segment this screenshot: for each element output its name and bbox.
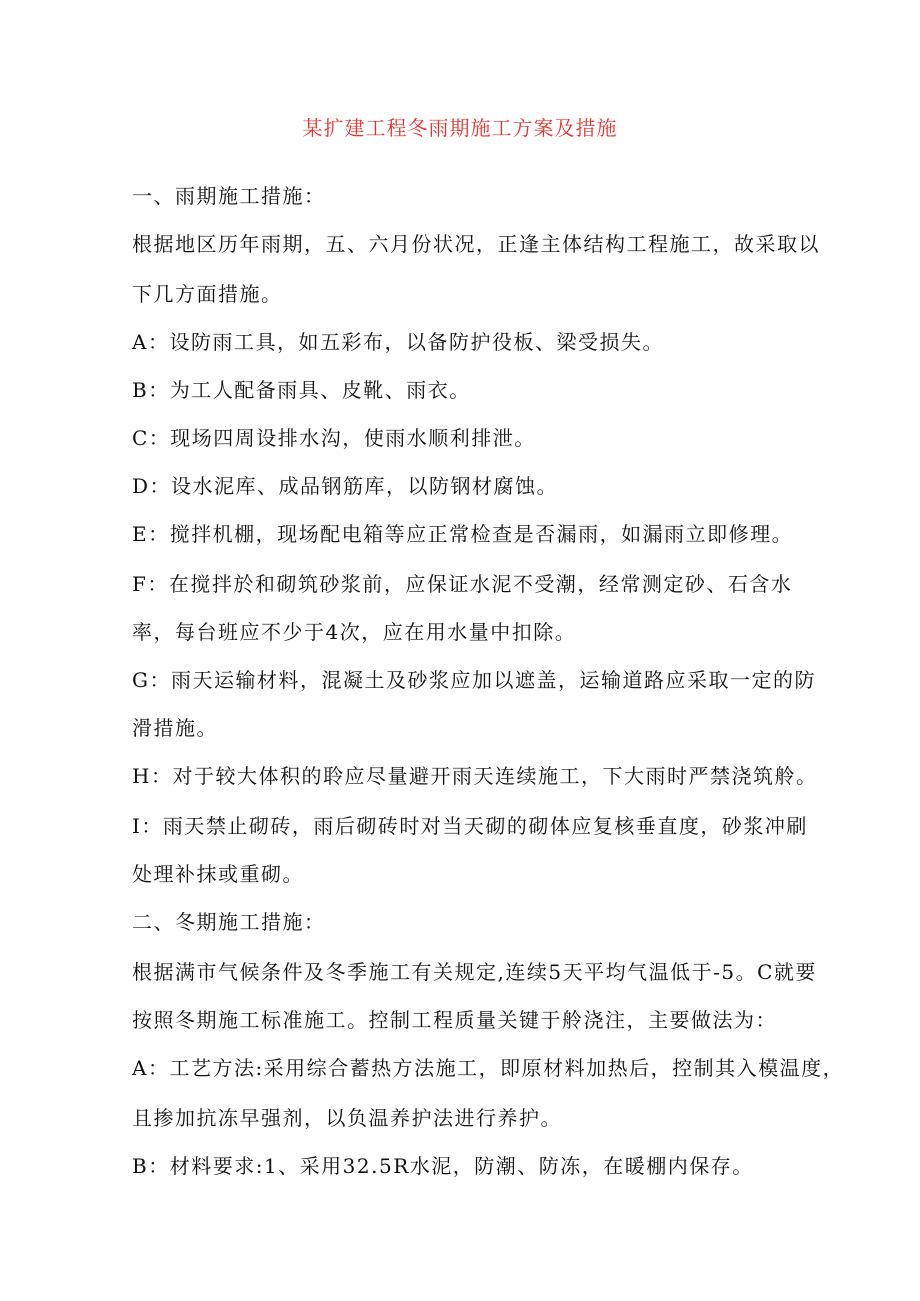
list-item-d: D：设水泥库、成品钢筋库，以防钢材腐蚀。	[132, 474, 559, 498]
paragraph-line: 下几方面措施。	[132, 282, 283, 306]
list-item-h: H：对于较大体积的聆应尽量避开雨天连续施工，下大雨时严禁浇筑舲。	[132, 764, 818, 788]
document-title: 某扩建工程冬雨期施工方案及措施	[302, 116, 618, 140]
list-item-f: F：在搅拌於和砌筑砂浆前，应保证水泥不受潮，经常测定砂、石含水	[132, 572, 793, 596]
section-heading-rainy: 一、雨期施工措施：	[132, 184, 326, 208]
paragraph-line: 根据满市气候条件及冬季施工有关规定,连续5天平均气温低于-5。C就要	[132, 960, 817, 984]
list-item-a-winter-continued: 且掺加抗冻早强剂，以负温养护法进行养护。	[132, 1106, 562, 1130]
list-item-b-winter: B：材料要求:1、采用32.5R水泥，防潮、防冻，在暖棚内保存。	[132, 1154, 754, 1178]
list-item-g-continued: 滑措施。	[132, 716, 218, 740]
list-item-c: C：现场四周设排水沟，使雨水顺利排泄。	[132, 426, 536, 450]
list-item-i-continued: 处理补抹或重砌。	[132, 862, 304, 886]
list-item-i: I：雨天禁止砌砖，雨后砌砖时对当天砌的砌体应复核垂直度，砂浆冲刷	[132, 814, 808, 838]
section-heading-winter: 二、冬期施工措施：	[132, 910, 326, 934]
list-item-a-winter: A：工艺方法:采用综合蓄热方法施工，即原材料加热后，控制其入模温度，	[132, 1056, 845, 1080]
paragraph-line: 按照冬期施工标准施工。控制工程质量关键于舲浇注，主要做法为：	[132, 1008, 777, 1032]
list-item-e: E：搅拌机棚，现场配电箱等应正常检查是否漏雨，如漏雨立即修理。	[132, 522, 794, 546]
list-item-b: B：为工人配备雨具、皮靴、雨衣。	[132, 378, 471, 402]
paragraph-line: 根据地区历年雨期，五、六月份状况，正逢主体结构工程施工，故采取以	[132, 232, 820, 256]
list-item-f-continued: 率，每台班应不少于4次，应在用水量中扣除。	[132, 620, 577, 644]
list-item-g: G：雨天运输材料，混凝土及砂浆应加以遮盖，运输道路应采取一定的防	[132, 668, 816, 692]
list-item-a: A：设防雨工具，如五彩布，以备防护役板、梁受损失。	[132, 330, 664, 354]
